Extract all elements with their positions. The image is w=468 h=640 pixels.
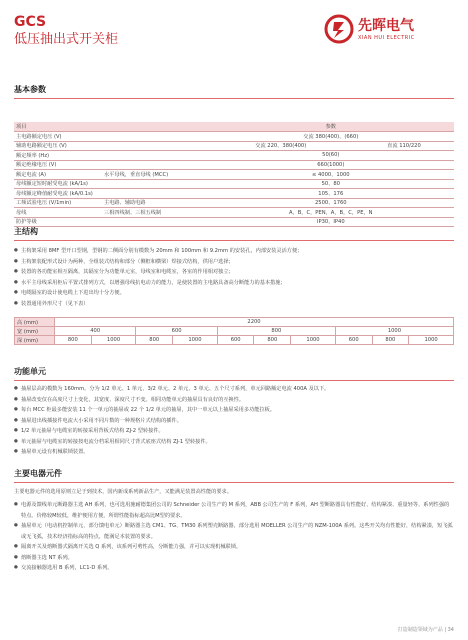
list-item: ● 抽屉单元（电动机控制单元、部分馈电单元）断路器主选 CM1、TG、TM30 系列塑壳断路器，部分选用 MOELLER 公司生产的 NZM-100A 系列。这些开关均有性能好，结构紧凑，短飞弧或无飞弧，技术经济指标高的特点，能满足本装置的要求。 bbox=[14, 521, 454, 542]
table-row bbox=[14, 198, 454, 208]
structure-list bbox=[14, 246, 454, 309]
components-list bbox=[14, 500, 454, 574]
product-code: GCS bbox=[14, 14, 47, 30]
param-value: 2500、1760 bbox=[208, 198, 454, 208]
list-item: ● 主构架装配形式设计为两种，全组装式结构和部分（侧框和横梁）焊接式结构，供用户选择； bbox=[14, 257, 454, 268]
list-item: ● 1/2 单元抽屉与电缆室的转接采用背板式结构 ZJ-2 型转接件。 bbox=[14, 426, 454, 437]
width-value: 800 bbox=[217, 327, 335, 336]
table-row bbox=[14, 141, 454, 151]
height-value: 2200 bbox=[55, 318, 454, 327]
width-label: 宽 (mm) bbox=[15, 327, 55, 336]
list-item: ● 水平主母线采用柜后平置式排列方式，以增强母线抗电动力的能力，是使装置的主电路具备高分断能力的基本措施； bbox=[14, 278, 454, 289]
param-sub bbox=[102, 151, 208, 161]
height-label: 高 (mm) bbox=[15, 318, 55, 327]
depth-value: 800 bbox=[55, 336, 92, 345]
list-item: ● 熔断器主选 NT 系列。 bbox=[14, 553, 454, 564]
page-title: 低压抽出式开关柜 bbox=[14, 32, 119, 47]
width-value: 400 bbox=[55, 327, 136, 336]
param-name: 辅助电路额定电压 (V) bbox=[14, 141, 102, 151]
param-value: 660(1000) bbox=[208, 160, 454, 170]
param-name: 母线额定短时耐受电流 (kA/1s) bbox=[14, 179, 102, 189]
param-value: 交流 380(400)、(660) bbox=[208, 132, 454, 142]
depth-value: 1000 bbox=[291, 336, 336, 345]
param-value: 交流 220、380(400) bbox=[208, 141, 354, 151]
brand-logo bbox=[324, 14, 454, 54]
col-header-param: 参数 bbox=[208, 122, 454, 132]
brand-name-en: XIAN HUI ELECTRIC bbox=[358, 35, 415, 41]
param-value-dc: 直流 110/220 bbox=[354, 141, 454, 151]
basic-params-table bbox=[14, 122, 454, 227]
param-value: 50(60) bbox=[208, 151, 454, 161]
section-divider bbox=[14, 98, 454, 99]
param-sub bbox=[102, 179, 208, 189]
table-row bbox=[15, 318, 454, 327]
width-value: 600 bbox=[136, 327, 217, 336]
param-sub: 三相四线制、三相五线制 bbox=[102, 208, 208, 218]
param-value: 105、176 bbox=[208, 189, 454, 199]
functional-units-list bbox=[14, 384, 454, 458]
param-name: 防护等级 bbox=[14, 217, 102, 227]
depth-value: 800 bbox=[372, 336, 409, 345]
section-title-basic-params: 基本参数 bbox=[14, 85, 46, 94]
table-header-row bbox=[14, 122, 454, 132]
list-item: ● 装置通用外形尺寸（见下表） bbox=[14, 299, 454, 310]
param-sub bbox=[102, 160, 208, 170]
param-name: 额定电流 (A) bbox=[14, 170, 102, 180]
list-item: ● 隔离开关及熔断器式隔离开关选 Q 系列，该系列可剪性高，分断能力强，并可以实现机械联锁。 bbox=[14, 542, 454, 553]
dimensions-table bbox=[14, 317, 454, 345]
section-title-components: 主要电器元件 bbox=[14, 469, 62, 478]
col-header-item: 项目 bbox=[14, 122, 208, 132]
width-value: 1000 bbox=[335, 327, 453, 336]
table-row bbox=[14, 217, 454, 227]
param-sub: 水平母线，垂直母线 (MCC) bbox=[102, 170, 208, 180]
list-item: ● 抽屉单元设有机械联锁装置。 bbox=[14, 447, 454, 458]
components-intro: 主要电器元件的选用原则立足于到技术，国内新成系列新品生产，又能满足装置高性能的要求。 bbox=[14, 489, 232, 495]
brand-name: 先晖电气 bbox=[358, 18, 414, 34]
depth-label: 深 (mm) bbox=[15, 336, 55, 345]
table-row bbox=[14, 160, 454, 170]
param-sub bbox=[102, 132, 208, 142]
list-item: ● 每台 MCC 柜最多能安装 11 个一单元的抽屉或 22 个 1/2 单元的抽屉，其中一单元以上抽屉采用多功能拉板。 bbox=[14, 405, 454, 416]
table-row bbox=[14, 151, 454, 161]
table-row bbox=[14, 189, 454, 199]
list-item: ● 装置的各功能室相互隔离，其隔室分为功能单元室，母线室和电缆室，各室的作用相对独立； bbox=[14, 267, 454, 278]
depth-value: 1000 bbox=[173, 336, 218, 345]
param-value: IP30，IP40 bbox=[208, 217, 454, 227]
section-title-structure: 主结构 bbox=[14, 227, 38, 236]
list-item: ● 抽屉改变仅在高度尺寸上变化，其宽度、深度尺寸不变。相同功能单元的抽屉具有良好的互换性。 bbox=[14, 395, 454, 406]
list-item: ● 单元抽屉与电缆室的转接按电流分档采用相同尺寸背式底座式结构 ZJ-1 型转接件。 bbox=[14, 437, 454, 448]
table-row bbox=[14, 132, 454, 142]
list-item: ● 抽屉进出线插接件电流大小采用不同片数的一种规格片式结构的插件。 bbox=[14, 416, 454, 427]
section-divider bbox=[14, 380, 454, 381]
depth-value: 600 bbox=[217, 336, 254, 345]
param-name: 工频试验电压 (V/1min) bbox=[14, 198, 102, 208]
param-value: A，B，C，PEN，A，B，C，PE，N bbox=[208, 208, 454, 218]
table-row bbox=[14, 179, 454, 189]
list-item: ● 主构架采用 8MF 型开口型钢，型钢的二侧面分别有模数为 20mm 和 100mm 和 9.2mm 的安装孔，内部安装灵活方便； bbox=[14, 246, 454, 257]
depth-value: 600 bbox=[335, 336, 372, 345]
list-item: ● 电缆隔室的设计使电缆上下进出均十分方便。 bbox=[14, 288, 454, 299]
depth-value: 800 bbox=[136, 336, 173, 345]
param-sub bbox=[102, 217, 208, 227]
param-sub bbox=[102, 189, 208, 199]
table-row bbox=[14, 208, 454, 218]
param-value: 50、80 bbox=[208, 179, 454, 189]
list-item: ● 交流接触器选用 B 系列，LC1-D 系列。 bbox=[14, 563, 454, 574]
param-name: 额定绝缘电压 (V) bbox=[14, 160, 102, 170]
param-name: 母线额定峰值耐受电流 (kA/0.1s) bbox=[14, 189, 102, 199]
param-name: 母线 bbox=[14, 208, 102, 218]
param-value: ≤ 4000、1000 bbox=[208, 170, 454, 180]
section-divider bbox=[14, 240, 454, 241]
page-footer: 打造制造领域为产品 | 34 bbox=[397, 627, 454, 633]
table-row bbox=[15, 327, 454, 336]
depth-value: 1000 bbox=[409, 336, 454, 345]
table-row bbox=[14, 170, 454, 180]
table-row bbox=[15, 336, 454, 345]
list-item: ● 抽屉层高的模数为 160mm。分为 1/2 单元、1 单元、3/2 单元、2 单元、3 单元、五个尺寸系列，单元回路额定电流 400A 及以下。 bbox=[14, 384, 454, 395]
brand-logo-icon bbox=[324, 14, 354, 44]
depth-value: 1000 bbox=[91, 336, 136, 345]
param-sub: 主电路、辅助电路 bbox=[102, 198, 208, 208]
section-divider bbox=[14, 482, 454, 483]
page-header bbox=[0, 0, 468, 72]
list-item: ● 电源及馈线单元断路器主选 AH 系列，也可选用施耐德集团公司的 Schneider 公司生产的 M 系列，ABB 公司生产的 F 系列，AH 型断路器具有性能好、结构紧凑、重量轻等、系列性强的特点。价格较M较低，维护便用方便，所谓性能指标超高比M型的要求。 bbox=[14, 500, 454, 521]
param-sub bbox=[102, 141, 208, 151]
param-name: 额定频率 (Hz) bbox=[14, 151, 102, 161]
depth-value: 800 bbox=[254, 336, 291, 345]
param-name: 主电路额定电压 (V) bbox=[14, 132, 102, 142]
section-title-functional-units: 功能单元 bbox=[14, 367, 46, 376]
